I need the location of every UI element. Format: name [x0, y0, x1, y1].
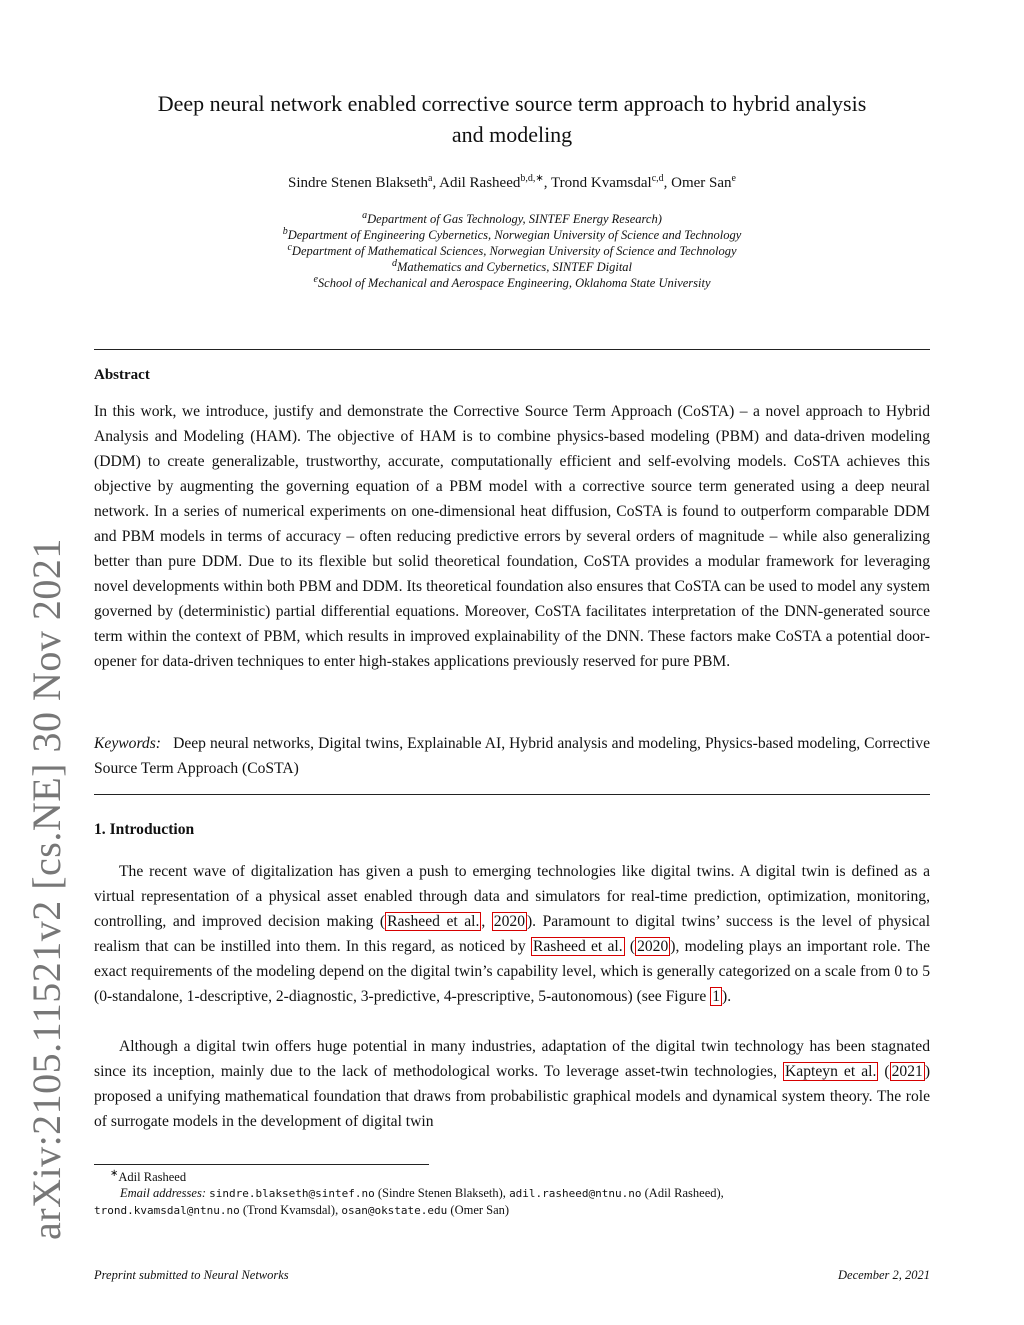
section-heading-introduction: 1. Introduction [94, 821, 195, 838]
intro-text: ( [624, 938, 636, 955]
abstract-text: In this work, we introduce, justify and demonstrate the Corrective Source Term Approach (CoSTA) – a novel approach to Hybrid Analysis and Modeling (HAM). The objective of HAM is to combine physics-based modeling (PBM) and data-driven modeling (DDM) to create generalizable, trustworthy, accurate, computationally efficient and self-evolving models. CoSTA achieves this objective by augmenting the governing equation of a PBM model with a corrective source term generated using a deep neural network. In a series of numerical experiments on one-dimensional heat diffusion, CoSTA is found to outperform comparable DDM and PBM models in terms of accuracy – often reducing predictive errors by several orders of magnitude – while also generalizing better than pure DDM. Due to its flexible but solid theoretical foundation, CoSTA provides a modular framework for leveraging novel developments within both PBM and DDM. Its theoretical foundation also ensures that CoSTA can be used to model any system governed by (deterministic) partial differential equations. Moreover, CoSTA facilitates interpretation of the DNN-generated source term within the context of PBM, which results in improved explainability of the DNN. These factors make CoSTA a potential door-opener for data-driven techniques to enter high-stakes applications previously reserved for pure PBM. [94, 403, 930, 670]
email-owner: (Sindre Stenen Blakseth), [377, 1186, 506, 1200]
author-name: Sindre Stenen Blakseth [288, 175, 428, 191]
footer-preprint: Preprint submitted to Neural Networks [94, 1268, 289, 1282]
affiliation [94, 275, 930, 291]
affiliation-list [94, 211, 930, 291]
affiliation-text: Department of Engineering Cybernetics, Norwegian University of Science and Technology [287, 228, 742, 242]
email-link[interactable]: sindre.blakseth@sintef.no [209, 1187, 375, 1200]
intro-text: ), modeling plays an important role. The exact requirements of the modeling depend on the digital twin’s capability level, which is generally categorized on a scale from 0 to 5 (0-standalone, 1-descriptive, 2-diagnostic, 3-predictive, 4-prescriptive, 5-autonomous) (see Figure [94, 938, 931, 1005]
footnote [94, 1169, 930, 1219]
author-name: Adil Rasheed [439, 175, 521, 191]
intro-text: Although a digital twin offers huge potential in many industries, adaptation of the digital twin technology has been stagnated since its inception, mainly due to the lack of methodological works. To leverage asset-twin technologies, [94, 1038, 930, 1080]
affiliation-text: Department of Mathematical Sciences, Norwegian University of Science and Technology [291, 244, 737, 258]
author-sup: c,d [651, 173, 664, 184]
email-link[interactable]: osan@okstate.edu [341, 1204, 448, 1217]
abstract-heading: Abstract [94, 367, 150, 383]
affiliation-sup: d [391, 257, 397, 269]
intro-text: ). Paramount to digital twins’ success is the level of physical realism that can be instilled into them. In this regard, as noticed by [94, 913, 931, 955]
affiliation-text: Mathematics and Cybernetics, SINTEF Digital [396, 260, 633, 274]
page-footer [94, 1268, 930, 1283]
intro-paragraph-1 [94, 859, 930, 1009]
keywords-label: Keywords: [94, 735, 161, 752]
intro-text: ( [878, 1063, 890, 1080]
paper-title [94, 88, 930, 150]
citation-link[interactable]: 2020 [637, 938, 669, 955]
keywords [94, 731, 930, 781]
citation-link[interactable]: Rasheed et al. [532, 938, 623, 955]
citation-link[interactable]: 2021 [891, 1063, 923, 1080]
footnote-emails-continued [94, 1202, 930, 1219]
figure-reference-link[interactable]: 1 [712, 988, 720, 1005]
citation-link[interactable]: Rasheed et al. [387, 913, 480, 930]
title-line-1: Deep neural network enabled corrective source term approach to hybrid analysis [157, 91, 867, 116]
citation-link[interactable]: Kapteyn et al. [785, 1063, 877, 1080]
keywords-text: Deep neural networks, Digital twins, Explainable AI, Hybrid analysis and modeling, Physics-based modeling, Corrective Source Term Approach (CoSTA) [94, 735, 930, 777]
email-owner: (Adil Rasheed), [644, 1186, 724, 1200]
affiliation [94, 227, 930, 243]
footer-date: December 2, 2021 [838, 1268, 930, 1282]
intro-paragraph-2 [94, 1034, 930, 1134]
affiliation-sup: a [362, 209, 368, 221]
intro-text: The recent wave of digitalization has given a push to emerging technologies like digital twins. A digital twin is defined as a virtual representation of a physical asset enabled through data and simulators for real-time prediction, optimization, monitoring, controlling, and improved decision making ( [94, 863, 930, 930]
affiliation-sup: c [287, 241, 292, 253]
affiliation-text: Department of Gas Technology, SINTEF Energy Research) [367, 212, 662, 226]
author-sup: b,d,∗ [520, 173, 544, 184]
corresponding-author: Adil Rasheed [118, 1170, 187, 1184]
citation-link[interactable]: 2020 [493, 913, 525, 930]
intro-text: ) proposed a unifying mathematical foundation that draws from probabilistic graphical models and dynamical system theory. The role of surrogate models in the development of digital twin [94, 1063, 931, 1130]
footnote-marker: ∗ [110, 1167, 119, 1179]
footnote-rule [94, 1164, 429, 1165]
footnote-corresponding [94, 1169, 930, 1185]
email-label: Email addresses: [120, 1186, 206, 1200]
affiliation [94, 259, 930, 275]
affiliation-sup: e [313, 273, 318, 285]
author-list: Sindre Stenen Blakseth$^a$, Adil Rasheed$^{b,d,∗}$, Trond Kvamsdal$^{c,d}$, Omer San$^e$ [288, 173, 736, 191]
arxiv-identifier: arXiv:2105.11521v2 [cs.NE] 30 Nov 2021 [24, 538, 69, 1240]
email-link[interactable]: trond.kvamsdal@ntnu.no [94, 1204, 240, 1217]
affiliation [94, 211, 930, 227]
abstract-top-rule [94, 349, 930, 350]
author-name: Trond Kvamsdal [550, 175, 652, 191]
intro-text: , [481, 913, 492, 930]
author-sup: a [427, 173, 433, 184]
email-owner: (Omer San) [450, 1203, 510, 1217]
author-name: Omer San [671, 175, 732, 191]
email-link[interactable]: adil.rasheed@ntnu.no [509, 1187, 642, 1200]
author-sup: e [731, 173, 736, 184]
footnote-emails [94, 1185, 930, 1202]
abstract-bottom-rule [94, 794, 930, 795]
affiliation-text: School of Mechanical and Aerospace Engineering, Oklahoma State University [317, 276, 711, 290]
intro-text: ). [722, 988, 732, 1005]
email-owner: (Trond Kvamsdal), [242, 1203, 339, 1217]
affiliation-sup: b [282, 225, 288, 237]
affiliation [94, 243, 930, 259]
title-line-2: and modeling [451, 122, 573, 147]
